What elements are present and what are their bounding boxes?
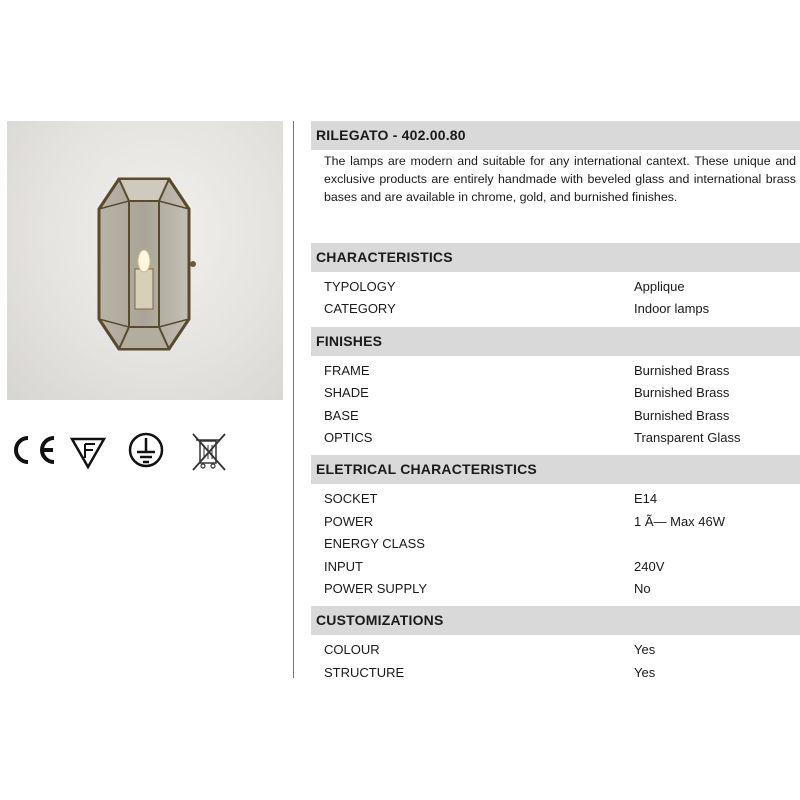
product-datasheet <box>311 121 800 690</box>
section-header-finishes: FINISHES <box>311 327 800 356</box>
spec-value: Burnished Brass <box>634 385 730 401</box>
spec-value: Burnished Brass <box>634 362 730 378</box>
spec-label: STRUCTURE <box>324 664 405 680</box>
spec-value: Yes <box>634 664 656 680</box>
spec-row-frame <box>311 360 800 382</box>
spec-label: ENERGY CLASS <box>324 536 425 552</box>
spec-label: COLOUR <box>324 642 380 658</box>
spec-row-typology <box>311 276 800 298</box>
product-description: The lamps are modern and suitable for any international cantext. These unique and exclusive products are entirely handmade with beveled glass and international brass bases and are available in chrome, gold, and burnished finishes. <box>324 154 796 204</box>
spec-value: No <box>634 580 651 596</box>
spec-value: Burnished Brass <box>634 407 730 423</box>
spec-label: OPTICS <box>324 429 373 445</box>
section-header-characteristics: CHARACTERISTICS <box>311 243 800 272</box>
spec-row-energy-class <box>311 533 800 555</box>
certification-marks <box>0 428 290 478</box>
spec-row-category <box>311 298 800 320</box>
product-photo <box>7 121 283 400</box>
customizations-table <box>311 635 800 690</box>
characteristics-table <box>311 272 800 327</box>
spec-label: POWER SUPPLY <box>324 580 428 596</box>
spec-label: INPUT <box>324 558 363 574</box>
vertical-divider <box>293 121 294 678</box>
spec-row-input <box>311 556 800 578</box>
spec-row-optics <box>311 427 800 449</box>
spec-label: SOCKET <box>324 491 378 507</box>
spec-label: POWER <box>324 513 374 529</box>
section-header-electrical: ELETRICAL CHARACTERISTICS <box>311 455 800 484</box>
wall-lamp-image <box>7 121 283 400</box>
spec-value: Transparent Glass <box>634 429 741 445</box>
electrical-table <box>311 484 800 606</box>
product-title: RILEGATO - 402.00.80 <box>311 121 800 150</box>
spec-row-structure <box>311 662 800 684</box>
spec-row-shade <box>311 382 800 404</box>
ce-mark-icon <box>16 438 54 462</box>
spec-row-power-supply <box>311 578 800 600</box>
spec-row-base <box>311 405 800 427</box>
spec-value: E14 <box>634 491 658 507</box>
spec-row-socket <box>311 488 800 510</box>
spec-value: Applique <box>634 279 685 294</box>
spec-value: 1 Ã— Max 46W <box>634 513 726 529</box>
weee-crossed-bin-icon <box>193 434 225 470</box>
spec-value: Yes <box>634 642 656 658</box>
section-header-customizations: CUSTOMIZATIONS <box>311 606 800 635</box>
spec-label: SHADE <box>324 385 369 401</box>
spec-label: BASE <box>324 407 359 423</box>
earth-ground-icon <box>130 434 162 466</box>
spec-label: FRAME <box>324 362 370 378</box>
f-mark-icon <box>72 439 104 467</box>
spec-value: 240V <box>634 558 665 574</box>
spec-value: Indoor lamps <box>634 301 710 317</box>
spec-row-colour <box>311 639 800 661</box>
spec-label: CATEGORY <box>324 301 396 317</box>
spec-row-power <box>311 511 800 533</box>
finishes-table <box>311 356 800 456</box>
spec-label: TYPOLOGY <box>324 279 396 294</box>
